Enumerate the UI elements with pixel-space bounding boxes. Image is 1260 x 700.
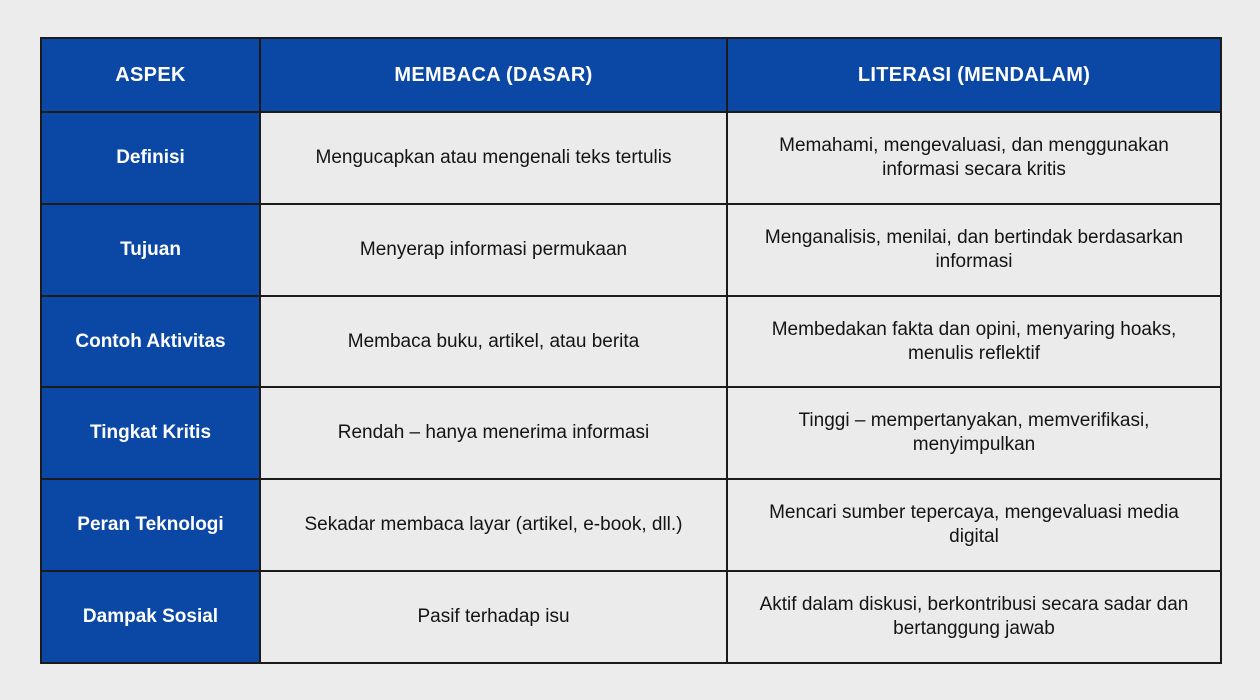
row-label: Peran Teknologi <box>41 479 260 571</box>
header-row <box>41 38 1221 112</box>
row-label: Tingkat Kritis <box>41 387 260 479</box>
table-row <box>41 112 1221 204</box>
table-row <box>41 296 1221 388</box>
row-label: Definisi <box>41 112 260 204</box>
membaca-cell: Pasif terhadap isu <box>260 571 727 663</box>
table-row <box>41 571 1221 663</box>
table-row <box>41 387 1221 479</box>
header-membaca: MEMBACA (DASAR) <box>260 38 727 112</box>
table-row <box>41 204 1221 296</box>
membaca-cell: Sekadar membaca layar (artikel, e-book, dll.) <box>260 479 727 571</box>
membaca-cell: Rendah – hanya menerima informasi <box>260 387 727 479</box>
row-label: Dampak Sosial <box>41 571 260 663</box>
comparison-table <box>40 37 1222 664</box>
row-label: Contoh Aktivitas <box>41 296 260 388</box>
literasi-cell: Membedakan fakta dan opini, menyaring hoaks, menulis reflektif <box>727 296 1221 388</box>
literasi-cell: Aktif dalam diskusi, berkontribusi secara sadar dan bertanggung jawab <box>727 571 1221 663</box>
membaca-cell: Membaca buku, artikel, atau berita <box>260 296 727 388</box>
literasi-cell: Tinggi – mempertanyakan, memverifikasi, menyimpulkan <box>727 387 1221 479</box>
membaca-cell: Menyerap informasi permukaan <box>260 204 727 296</box>
header-literasi: LITERASI (MENDALAM) <box>727 38 1221 112</box>
header-aspek: ASPEK <box>41 38 260 112</box>
literasi-cell: Memahami, mengevaluasi, dan menggunakan informasi secara kritis <box>727 112 1221 204</box>
membaca-cell: Mengucapkan atau mengenali teks tertulis <box>260 112 727 204</box>
row-label: Tujuan <box>41 204 260 296</box>
literasi-cell: Mencari sumber tepercaya, mengevaluasi media digital <box>727 479 1221 571</box>
table-row <box>41 479 1221 571</box>
literasi-cell: Menganalisis, menilai, dan bertindak berdasarkan informasi <box>727 204 1221 296</box>
